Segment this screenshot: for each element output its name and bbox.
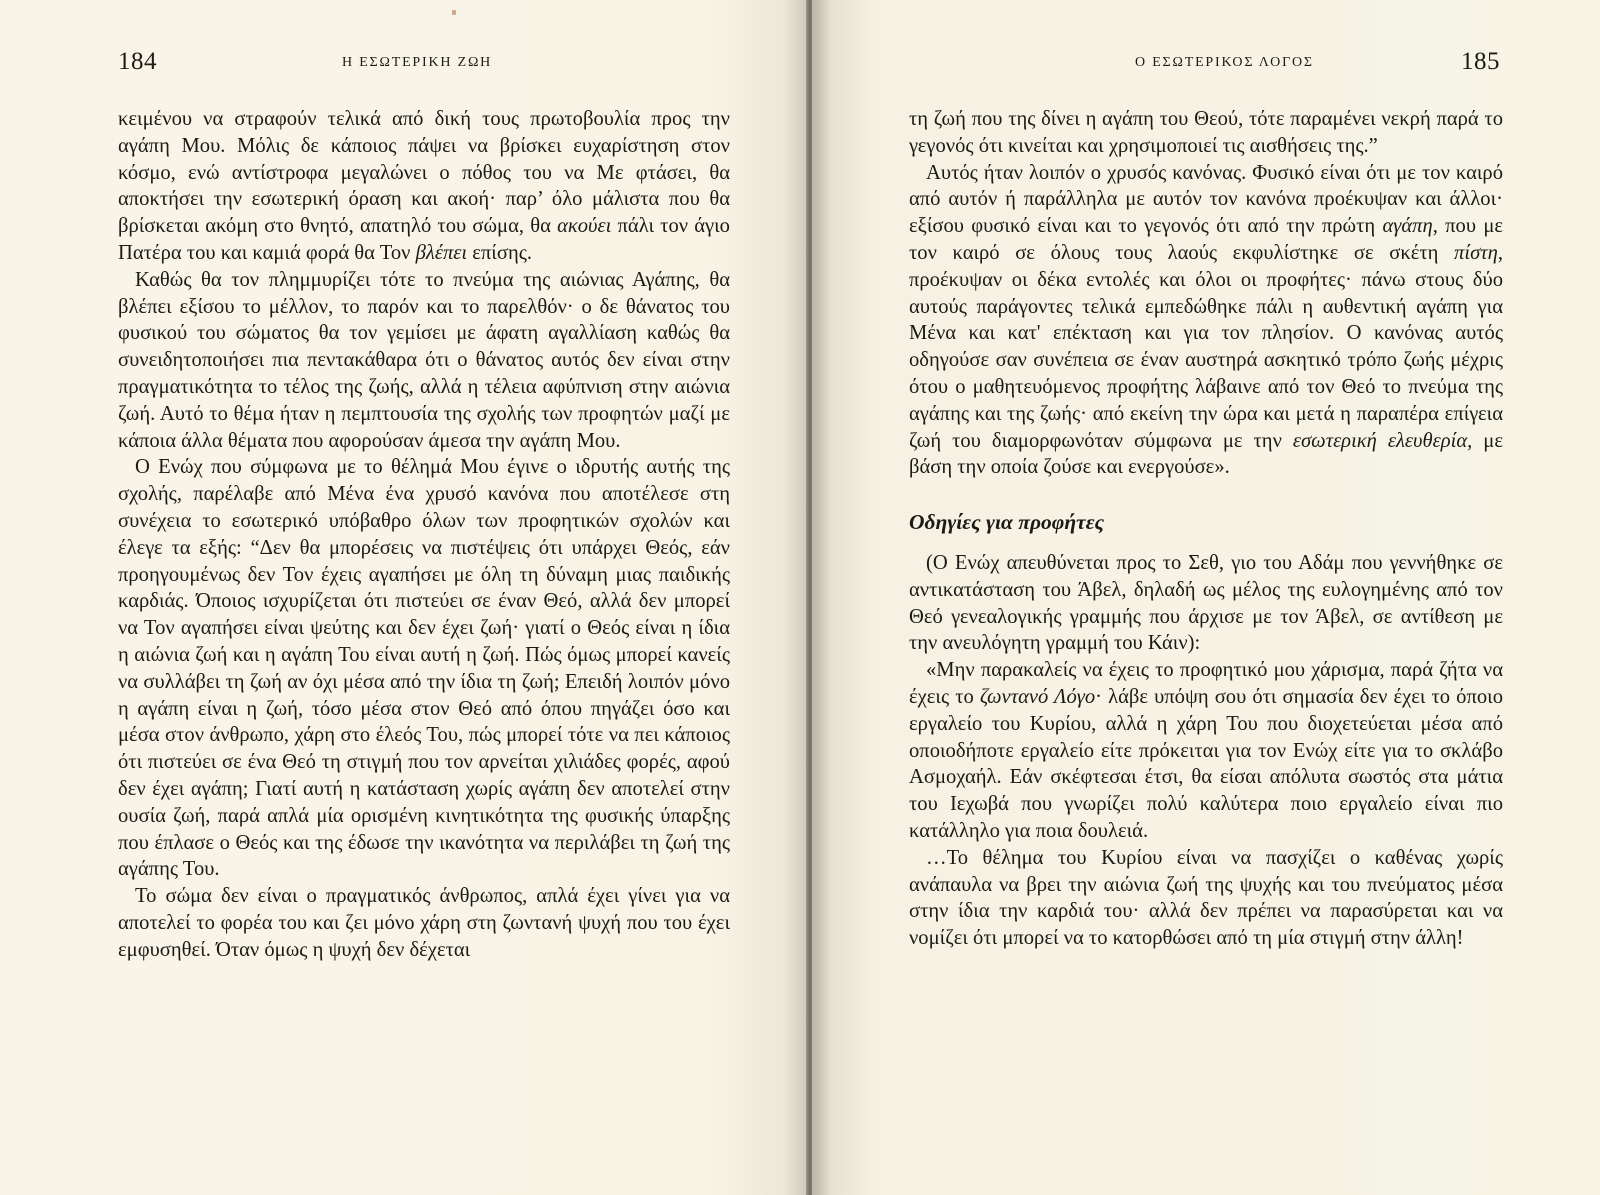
text-run: , που με τον καιρό σε όλους τους λαούς εκφυλίστηκε σε σκέτη [909,215,1504,264]
right-paragraphs-before-heading [909,106,1503,481]
italic-text: εσωτερική ελευθερία [1292,429,1468,452]
italic-text: αγάπη [1382,215,1433,238]
text-run: κειμένου να στραφούν τελικά από δική τους πρωτοβουλία προς την αγάπη Μου. Μόλις δε κάποιος πάψει να βρίσκει ευχαρίστηση στον κόσμο, ενώ αντίστροφα μεγαλώνει ο πόθος του να Με φτάσει, θα αποκτήσει την εσωτερική όραση και ακοή· παρ’ όλο μάλιστα που θα βρίσκεται ακόμη στο θνητό, απατηλό του σώμα, θα [118,108,730,238]
text-run: (Ο Ενώχ απευθύνεται προς το Σεθ, γιο του Αδάμ που γεννήθηκε σε αντικατάσταση του Άβελ, δηλαδή ως μέλος της ευλογημένης από τον Θεό γενεαλογικής γραμμής που άρχισε με τον Άβελ, σε αντίθεση με την ανευλόγητη γραμμή του Κάιν): [909,551,1503,655]
text-run: Αυτός ήταν λοιπόν ο χρυσός κανόνας. Φυσικό είναι ότι με τον καιρό από αυτόν ή παράλληλα με αυτόν τον κανόνα προέκυψαν και άλλοι· εξίσου φυσικό είναι και το γεγονός ότι από την πρώτη [909,161,1503,238]
text-run: Καθώς θα τον πλημμυρίζει τότε το πνεύμα της αιώνιας Αγάπης, θα βλέπει εξίσου το μέλλον, το παρόν και το παρελθόν· ο δε θάνατος του φυσικού του σώματος θα τον γεμίσει με άφατη αγαλλίαση καθώς θα συνειδητοποιήσει πια πεντακάθαρα ότι ο θάνατος αυτός δεν είναι στην πραγματικότητα το τέλος της ζωής, αλλά η τέλεια αφύπνιση στην αιώνια ζωή. Αυτό το θέμα ήταν η πεμπτουσία της σχολής των προφητών μαζί με κάποια άλλα θέματα που αφορούσαν άμεσα την αγάπη Μου. [118,268,730,452]
paragraph [118,454,730,883]
paper-speck [452,10,456,15]
left-page-number: 184 [118,48,157,75]
text-run: , προέκυψαν οι δέκα εντολές και όλοι οι προφήτες· πάνω στους δύο αυτούς παράγοντες τελικά εμπεδώθηκε πάλι η αυθεντική αγάπη για Μένα και κατ' επέκταση και για τον πλησίον. Ο κανόνας αυτός οδηγούσε σαν συνέπεια σε έναν αυστηρά ασκητικό τρόπο ζωής μέχρις ότου ο μαθητευόμενος προφήτης λάβαινε από τον Θεό το πνεύμα της αγάπης και της ζωής· από εκείνη την ώρα και μετά η παραπέρα επίγεια ζωή του διαμορφωνόταν σύμφωνα με την [909,241,1503,452]
right-page [812,0,1600,1195]
italic-text: ακούει [557,215,612,238]
text-run: επίσης. [467,241,533,264]
paragraph [118,106,730,267]
text-run: τη ζωή που της δίνει η αγάπη του Θεού, τότε παραμένει νεκρή παρά το γεγονός ότι κινείται και χρησιμοποιεί τις αισθήσεις της.” [909,108,1503,157]
section-heading: Οδηγίες για προφήτες [909,510,1105,535]
right-page-number: 185 [1461,48,1500,75]
right-page-body [909,106,1503,952]
paragraph [909,845,1503,952]
text-run: …Το θέλημα του Κυρίου είναι να πασχίζει ο καθένας χωρίς ανάπαυλα να βρει την αιώνια ζωή της ψυχής και του πνεύματος μέσα στην ίδια την καρδιά του· αλλά δεν πρέπει να παρασύρεται και να νομίζει ότι μπορεί να το κατορθώσει από τη μία στιγμή στην άλλη! [909,846,1503,950]
paragraph [118,267,730,455]
italic-text: πίστη [1454,241,1498,264]
left-running-title: Η ΕΣΩΤΕΡΙΚΗ ΖΩΗ [342,55,493,70]
paragraph [909,106,1503,160]
paragraph [909,657,1503,845]
right-running-head [910,48,1500,82]
text-run: Ο Ενώχ που σύμφωνα με το θέλημά Μου έγινε ο ιδρυτής αυτής της σχολής, παρέλαβε από Μένα ένα χρυσό κανόνα που αποτέλεσε στη συνέχεια το εσωτερικό υπόβαθρο όλων των προφητικών σχολών και έλεγε τα εξής: “Δεν θα μπορέσεις να πιστέψεις ότι υπάρχει Θεός, εάν προηγουμένως δεν Τον έχεις αγαπήσει με όλη τη δύναμη μιας παιδικής καρδιάς. Όποιος ισχυρίζεται ότι πιστεύει σε έναν Θεό, αλλά δεν μπορεί να Τον αγαπήσει είναι ψεύτης και δεν έχει ζωή· γιατί ο Θεός είναι η ίδια η αιώνια ζωή και η αγάπη Του είναι αυτή η ζωή. Πώς όμως μπορεί κανείς να συλλάβει τη ζωή αν όχι μέσα από την ίδια τη ζωή; Επειδή λοιπόν μόνο η αγάπη είναι η ζωή, τόσο μέσα στον Θεό από όπου πηγάζει όσο και μέσα στον άνθρωπο, χάρη στο έλεός Του, πώς μπορεί τότε να πει κάποιος ότι πιστεύει σε ένα Θεό τη στιγμή που τον αρνείται χιλιάδες φορές, αφού δεν έχει αγάπη; Γιατί αυτή η κατάσταση χωρίς αγάπη δεν αποτελεί στην ουσία ζωή, παρά απλά μία ορισμένη κινητικότητα της φυσικής ύπαρξης που έπλασε ο Θεός και της έδωσε την ικανότητα να περιλάβει τη ζωή της αγάπης Του. [118,456,730,881]
italic-text: βλέπει [415,241,468,264]
right-paragraphs-after-heading [909,550,1503,952]
text-run: πάλι τον άγιο Πατέρα του και καμιά φορά θα Τον [118,215,730,264]
paragraph [118,883,730,963]
text-run: , με βάση την οποία ζούσε και ενεργούσε». [909,429,1503,479]
text-run: «Μην παρακαλείς να έχεις το προφητικό μου χάρισμα, παρά ζήτα να έχεις το [909,659,1503,708]
right-running-title: Ο ΕΣΩΤΕΡΙΚΟΣ ΛΟΓΟΣ [1135,55,1314,70]
text-run: Το σώμα δεν είναι ο πραγματικός άνθρωπος, απλά έχει γίνει για να αποτελεί το φορέα του και ζει μόνο χάρη στη ζωντανή ψυχή που του έχει εμφυσηθεί. Όταν όμως η ψυχή δεν δέχεται [118,885,730,961]
paragraph [909,550,1503,657]
left-running-head [118,48,730,82]
paragraph [909,160,1503,482]
text-run: · λάβε υπόψη σου ότι σημασία δεν έχει το όποιο εργαλείο του Κυρίου, αλλά η χάρη Του που διοχετεύεται μέσα από οποιοδήποτε εργαλείο είτε πρόκειται για τον Ενώχ είτε για το σκλάβο Ασμοχαήλ. Εάν σκέφτεσαι έτσι, θα είσαι απόλυτα σωστός στα μάτια του Ιεχωβά που γνωρίζει πολύ καλύτερα ποιο εργαλείο είναι πιο κατάλληλο για ποια δουλειά. [909,685,1503,842]
left-page-body [118,106,730,964]
italic-text: ζωντανό Λόγο [979,685,1096,708]
